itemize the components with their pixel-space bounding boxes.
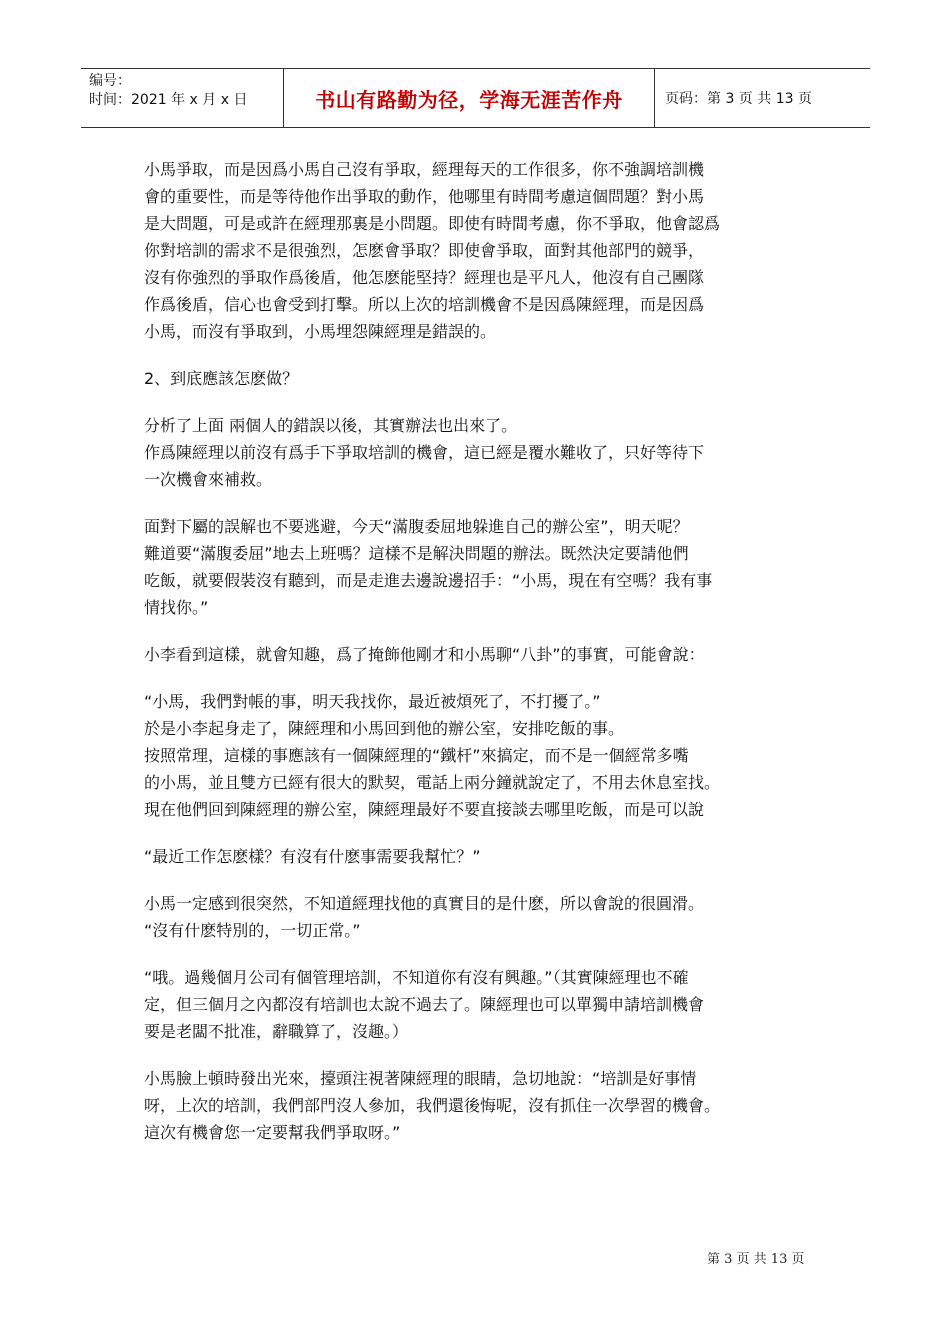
text-line: 小李看到這樣，就會知趣，爲了掩飾他剛才和小馬聊“八卦”的事實，可能會說： [144,645,705,664]
text-line: 小馬，而沒有爭取到，小馬埋怨陳經理是錯誤的。 [144,322,497,341]
section-heading [144,365,814,392]
text-line: 按照常理，這樣的事應該有一個陳經理的“鐵杆”來搞定，而不是一個經常多嘴 [144,746,689,765]
paragraph [144,412,814,493]
paragraph [144,156,814,345]
text-line: 現在他們回到陳經理的辦公室，陳經理最好不要直接談去哪里吃飯，而是可以說 [144,800,705,819]
header-motto: 书山有路勤为径，学海无涯苦作舟 [283,69,655,127]
document-body [144,156,814,1146]
paragraph [144,890,814,944]
text-line: “小馬，我們對帳的事，明天我找你，最近被煩死了，不打擾了。” [144,692,601,711]
paragraph [144,1065,814,1146]
text-line: 作爲陳經理以前沒有爲手下爭取培訓的機會，這已經是覆水難收了，只好等待下 [144,443,705,462]
text-line: 面對下屬的誤解也不要逃避，今天“滿腹委屈地躲進自己的辦公室”，明天呢？ [144,517,689,536]
page-header [81,68,870,128]
text-line: 沒有你強烈的爭取作爲後盾，他怎麽能堅持？經理也是平凡人，他沒有自己團隊 [144,268,705,287]
text-line: 情找你。” [144,598,209,617]
text-line: 呀，上次的培訓，我們部門沒人參加，我們還後悔呢，沒有抓住一次學習的機會。 [144,1096,721,1115]
paragraph [144,641,814,668]
paragraph [144,843,814,870]
paragraph [144,513,814,621]
text-line: 是大問題，可是或許在經理那裏是小問題。即使有時間考慮，你不爭取，他會認爲 [144,214,721,233]
text-line: “沒有什麽特別的，一切正常。” [144,921,361,940]
text-line: 分析了上面 兩個人的錯誤以後，其實辦法也出來了。 [144,416,518,435]
page-footer: 第 3 页 共 13 页 [707,1252,805,1267]
text-line: 於是小李起身走了，陳經理和小馬回到他的辦公室，安排吃飯的事。 [144,719,625,738]
document-number: 编号： [89,73,131,89]
text-line: 難道要“滿腹委屈”地去上班嗎？這樣不是解決問題的辦法。既然決定要請他們 [144,544,689,563]
text-line: 小馬臉上頓時發出光來，擡頭注視著陳經理的眼睛，急切地說：“培訓是好事情 [144,1069,697,1088]
text-line: 一次機會來補救。 [144,470,273,489]
text-line: 作爲後盾，信心也會受到打擊。所以上次的培訓機會不是因爲陳經理，而是因爲 [144,295,705,314]
text-line: 這次有機會您一定要幫我們爭取呀。” [144,1123,401,1142]
text-line: 2、到底應該怎麽做？ [144,369,299,388]
text-line: 你對培訓的需求不是很強烈，怎麽會爭取？即使會爭取，面對其他部門的競爭， [144,241,705,260]
paragraph [144,964,814,1045]
text-line: 會的重要性，而是等待他作出爭取的動作，他哪里有時間考慮這個問題？對小馬 [144,187,705,206]
text-line: 要是老闆不批准，辭職算了，沒趣。） [144,1022,409,1041]
text-line: 小馬一定感到很突然，不知道經理找他的真實目的是什麽，所以會說的很圓滑。 [144,894,705,913]
text-line: “最近工作怎麽樣？有沒有什麽事需要我幫忙？” [144,847,481,866]
header-page-number: 页码：第 3 页 共 13 页 [665,91,812,107]
header-meta [81,69,283,127]
text-line: 的小馬，並且雙方已經有很大的默契，電話上兩分鐘就說定了，不用去休息室找。 [144,773,721,792]
text-line: 吃飯，就要假裝沒有聽到，而是走進去邊說邊招手：“小馬，現在有空嗎？我有事 [144,571,713,590]
text-line: 定，但三個月之內都沒有培訓也太說不過去了。陳經理也可以單獨申請培訓機會 [144,995,705,1014]
document-date: 时间：2021 年 x 月 x 日 [89,92,248,108]
text-line: 小馬爭取，而是因爲小馬自己沒有爭取，經理每天的工作很多，你不強調培訓機 [144,160,705,179]
text-line: “哦。過幾個月公司有個管理培訓，不知道你有沒有興趣。”（其實陳經理也不確 [144,968,689,987]
paragraph [144,688,814,823]
